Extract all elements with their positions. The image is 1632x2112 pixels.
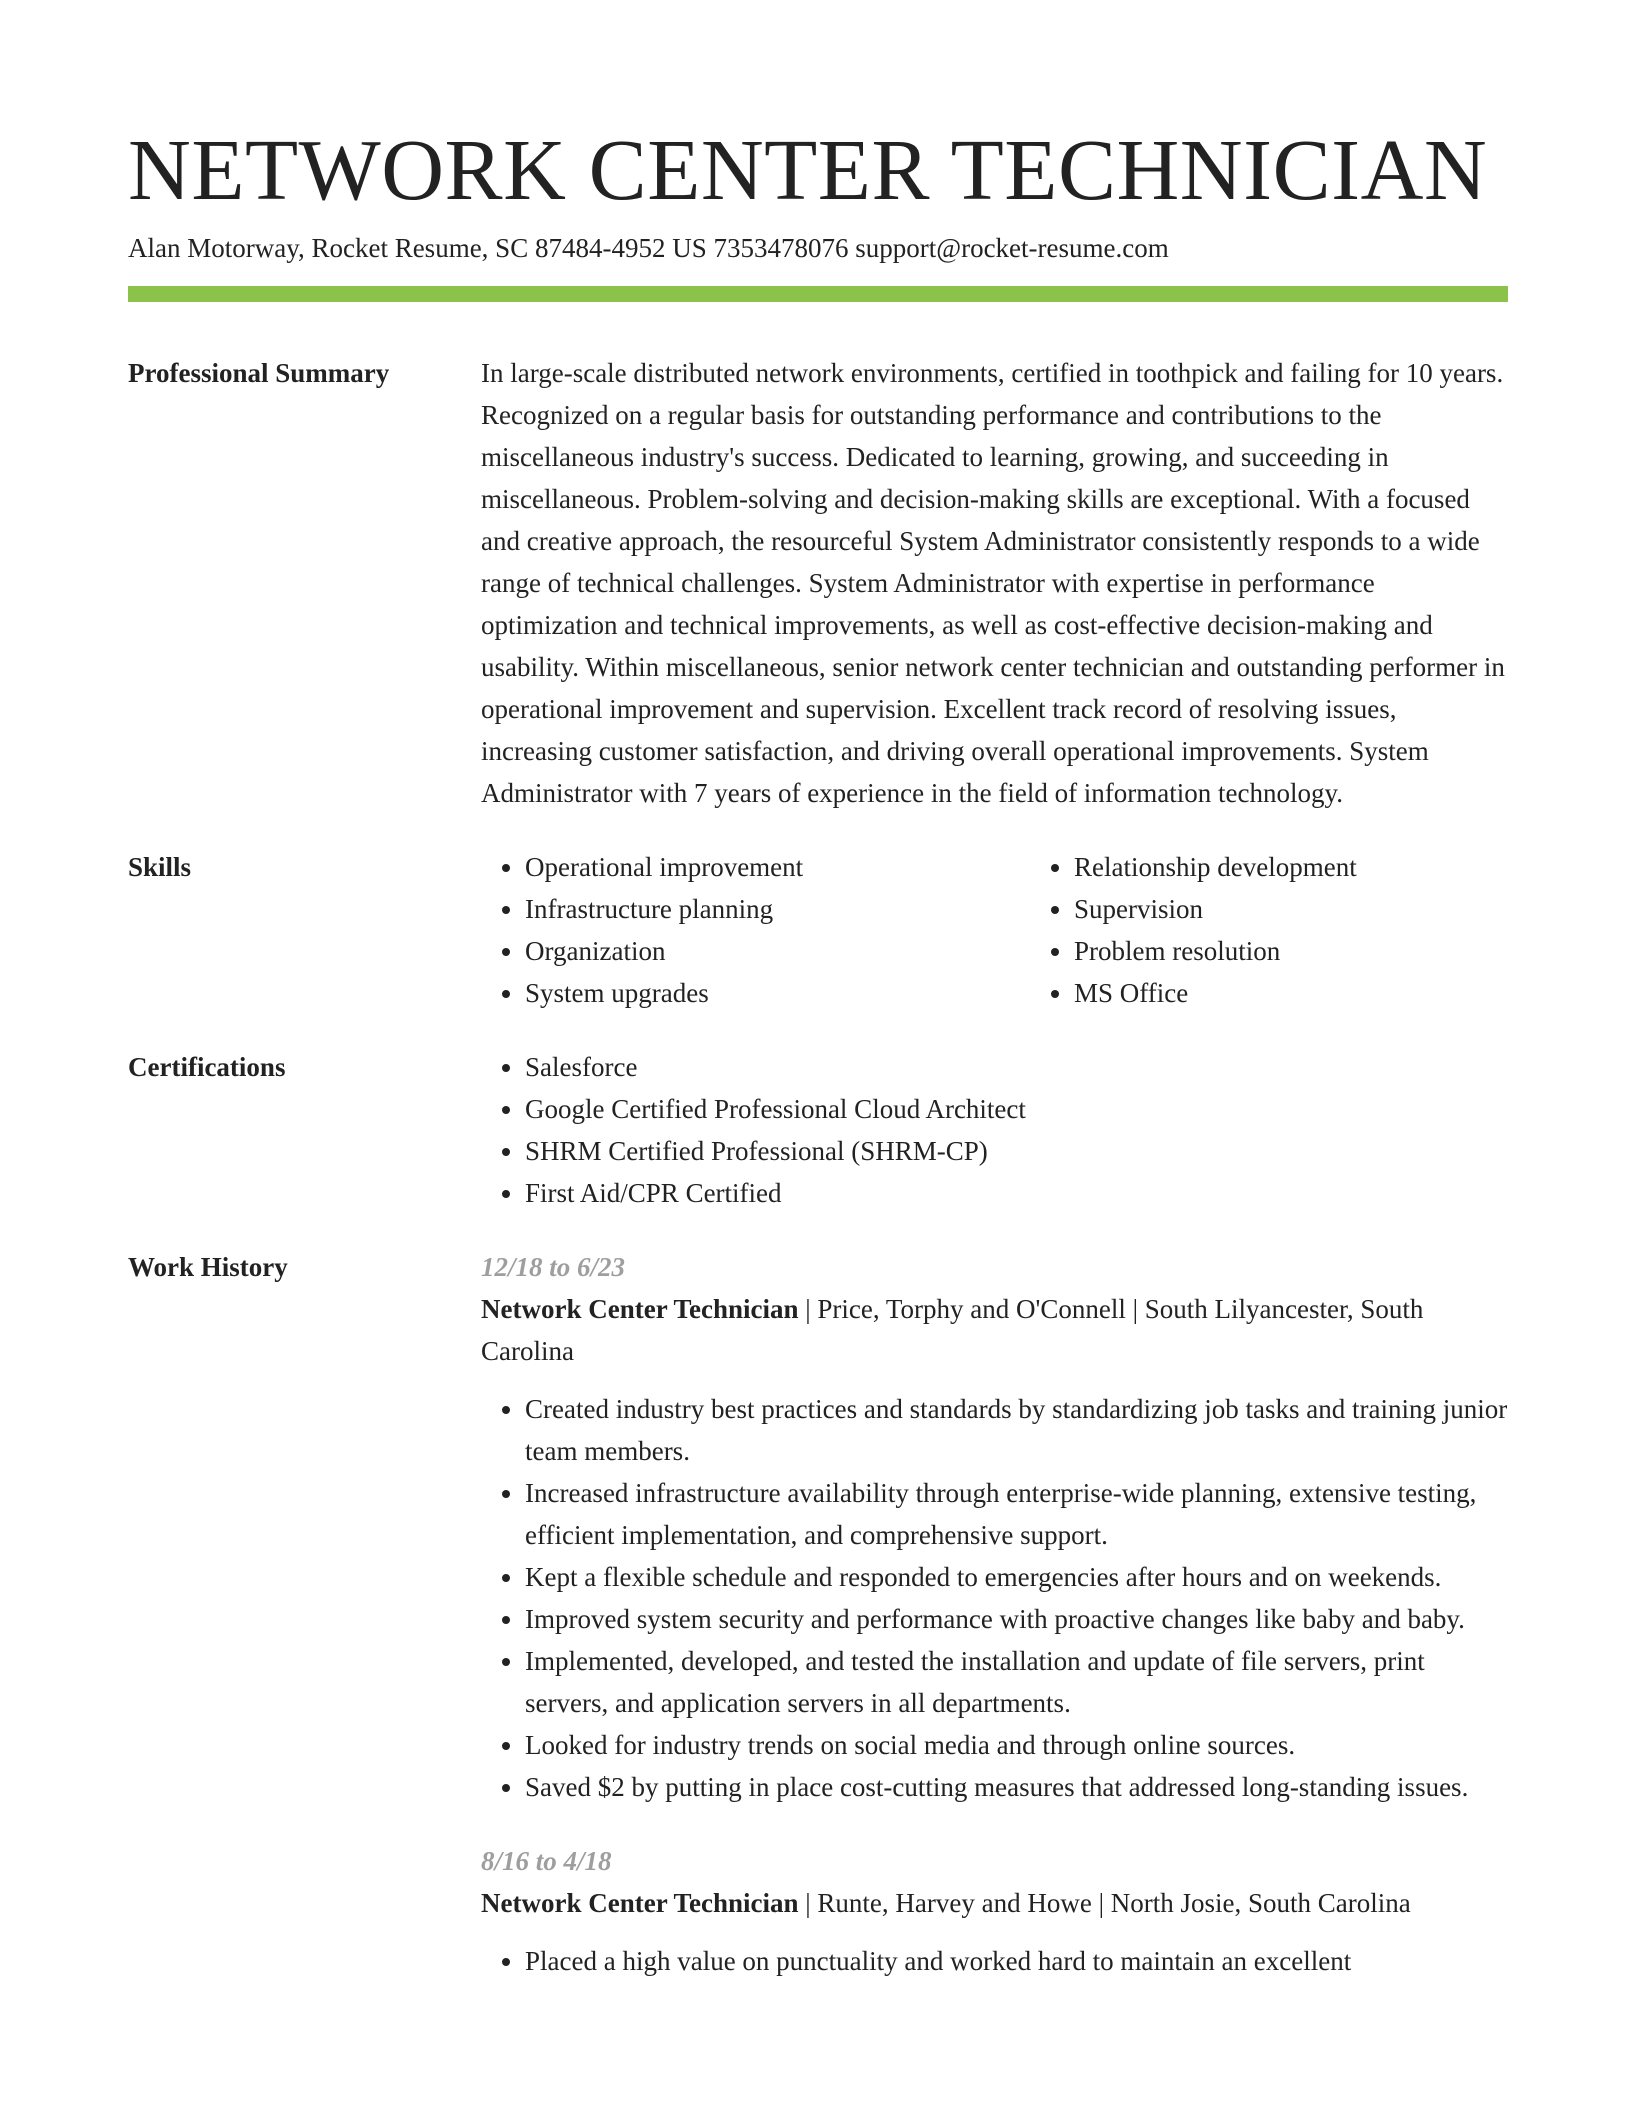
resume-name: NETWORK CENTER TECHNICIAN [128,121,1488,218]
job-employer-location: | Price, Torphy and O'Connell | South Lilyancester, South Carolina [481,1294,1424,1366]
skills-list-right [1030,846,1579,1014]
job-dates: 12/18 to 6/23 [481,1252,626,1282]
job-bullet: • Looked for industry trends on social media and through online sources. [525,1724,1508,1766]
job-bullet: • Improved system security and performance with proactive changes like baby and baby. [525,1598,1508,1640]
skill-item: • System upgrades [525,972,1030,1014]
job-bullets [481,1940,1508,1982]
work-history-title: Work History [128,1252,288,1282]
job-bullet: • Kept a flexible schedule and responded to emergencies after hours and on weekends. [525,1556,1508,1598]
skill-item: • Organization [525,930,1030,972]
job-title-line [481,1882,1508,1924]
certification-item: • SHRM Certified Professional (SHRM-CP) [525,1130,1508,1172]
job-bullet: • Implemented, developed, and tested the installation and update of file servers, print servers, and application servers in all departments. [525,1640,1508,1724]
job-employer-location: | Runte, Harvey and Howe | North Josie, South Carolina [798,1888,1411,1918]
job-bullets [481,1388,1508,1808]
certifications-list [481,1046,1508,1214]
certification-item: • Google Certified Professional Cloud Architect [525,1088,1508,1130]
skill-item: • Supervision [1074,888,1579,930]
job-entry [481,1840,1508,1982]
summary-section [128,352,1508,814]
job-bullet: • Saved $2 by putting in place cost-cutting measures that addressed long-standing issues. [525,1766,1508,1808]
certifications-section [128,1046,1508,1214]
job-title: Network Center Technician [481,1294,799,1324]
skill-item: • Infrastructure planning [525,888,1030,930]
job-title-line [481,1288,1508,1372]
contact-phone: 7353478076 [713,233,849,263]
job-bullet: • Created industry best practices and standards by standardizing job tasks and training junior team members. [525,1388,1508,1472]
skills-grid [481,846,1579,1014]
job-dates: 8/16 to 4/18 [481,1846,612,1876]
skill-item: • Relationship development [1074,846,1579,888]
summary-title: Professional Summary [128,358,390,388]
job-bullet: • Placed a high value on punctuality and worked hard to maintain an excellent [525,1940,1508,1982]
skills-list-left [481,846,1030,1014]
skills-title: Skills [128,852,192,882]
skill-item: • Operational improvement [525,846,1030,888]
summary-text: In large-scale distributed network environments, certified in toothpick and failing for 10 years. Recognized on a regular basis for outstanding performance and contributions to the miscellaneous industry's success. Dedicated to learning, growing, and succeeding in miscellaneous. Problem-solving and decision-making skills are exceptional. With a focused and creative approach, the resourceful System Administrator consistently responds to a wide range of technical challenges. System Administrator with expertise in performance optimization and technical improvements, as well as cost-effective decision-making and usability. Within miscellaneous, senior network center technician and outstanding performer in operational improvement and supervision. Excellent track record of resolving issues, increasing customer satisfaction, and driving overall operational improvements. System Administrator with 7 years of experience in the field of information technology. [481,358,1505,808]
certifications-title: Certifications [128,1052,286,1082]
job-entry [481,1246,1508,1808]
header-divider [128,286,1508,302]
job-bullet: • Increased infrastructure availability through enterprise-wide planning, extensive testing, efficient implementation, and comprehensive support. [525,1472,1508,1556]
work-history-section [128,1246,1508,1982]
resume-page [128,120,1508,1982]
job-title: Network Center Technician [481,1888,799,1918]
contact-email: support@rocket-resume.com [855,233,1169,263]
certification-item: • First Aid/CPR Certified [525,1172,1508,1214]
skill-item: • MS Office [1074,972,1579,1014]
contact-address: Alan Motorway, Rocket Resume, SC 87484-4952 US [128,233,707,263]
skills-section [128,846,1508,1014]
contact-line [128,230,1508,266]
skill-item: • Problem resolution [1074,930,1579,972]
certification-item: • Salesforce [525,1046,1508,1088]
